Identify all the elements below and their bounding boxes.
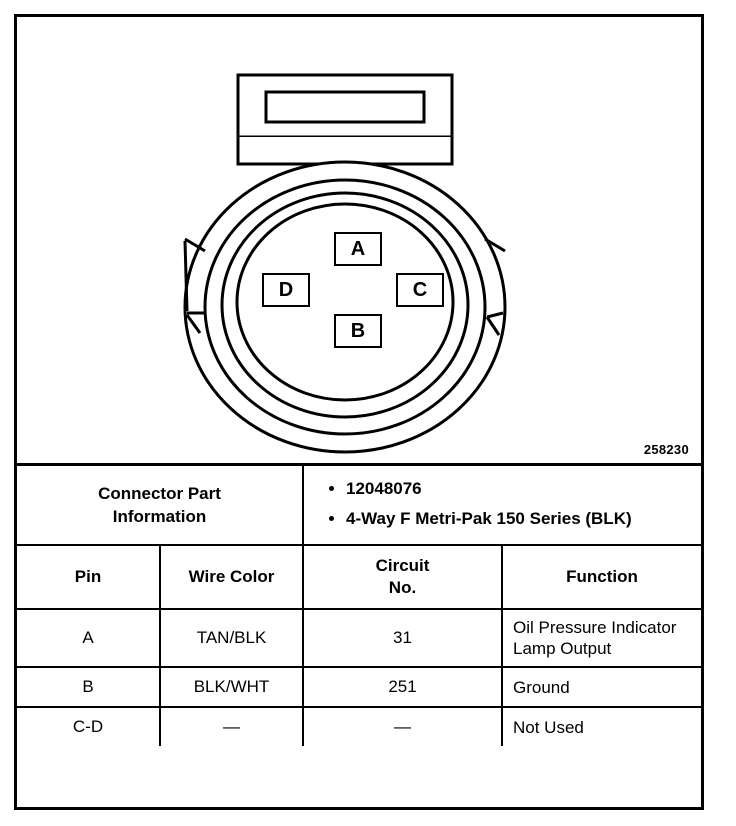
row-0-wire-color: TAN/BLK: [160, 609, 303, 667]
notch-left-edge: [185, 241, 187, 311]
table-header-row: [17, 545, 701, 609]
cpi-label-line1: Connector Part: [98, 484, 221, 503]
connector-part-information-label: [17, 466, 303, 545]
pin-marker-b: B: [334, 314, 382, 348]
header-circuit-line1: Circuit: [375, 556, 430, 575]
connector-part-bullet-list: [328, 478, 691, 530]
row-0-function: Oil Pressure Indicator Lamp Output: [502, 609, 701, 667]
row-1-function: Ground: [502, 667, 701, 707]
table-row: [17, 667, 701, 707]
header-circuit-no: [303, 545, 502, 609]
pin-marker-d: D: [262, 273, 310, 307]
row-2-circuit: —: [303, 707, 502, 746]
header-pin: Pin: [17, 545, 160, 609]
row-2-pin: C-D: [17, 707, 160, 746]
connector-part-number: • 12048076: [346, 478, 691, 500]
header-circuit-line2: No.: [388, 578, 417, 597]
connector-diagram: [17, 17, 701, 466]
table-row: [17, 609, 701, 667]
row-0-pin: A: [17, 609, 160, 667]
connector-part-information-values: [303, 466, 701, 545]
connector-information-table: [17, 466, 701, 746]
cpi-label-line2: Information: [112, 507, 207, 526]
header-wire-color: Wire Color: [160, 545, 303, 609]
row-1-circuit: 251: [303, 667, 502, 707]
row-2-wire-color: —: [160, 707, 303, 746]
table-row: [17, 707, 701, 746]
row-1-pin: B: [17, 667, 160, 707]
row-1-wire-color: BLK/WHT: [160, 667, 303, 707]
figure-number: 258230: [643, 442, 689, 457]
connector-part-description: • 4-Way F Metri-Pak 150 Series (BLK): [346, 508, 691, 530]
row-2-function: Not Used: [502, 707, 701, 746]
pinout-table: [17, 466, 701, 746]
header-function: Function: [502, 545, 701, 609]
pin-marker-c: C: [396, 273, 444, 307]
row-0-circuit: 31: [303, 609, 502, 667]
pin-marker-a: A: [334, 232, 382, 266]
connector-part-information-row: [17, 466, 701, 545]
latch-neck: [238, 137, 452, 164]
latch-inner-rect: [266, 92, 424, 122]
page-frame: [14, 14, 704, 810]
